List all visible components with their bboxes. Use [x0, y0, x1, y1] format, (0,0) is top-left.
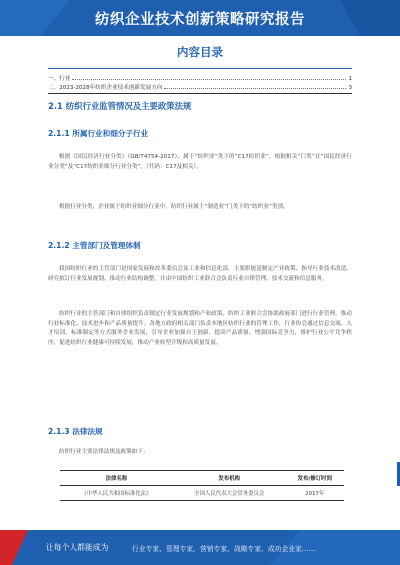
table-cell: 2017年 [286, 486, 344, 501]
table-header-row [60, 471, 344, 486]
toc-entry[interactable] [48, 83, 352, 91]
table-header-cell: 法律名称 [60, 471, 173, 486]
footer-banner [0, 530, 400, 565]
paragraph: 纺织行业的主管部门和自律组织负责制定行业发展规划和产业政策，纺织工业联合会协助政府部门进行行业管理，推动行业标准化、技术进步和产品质量提升；各地方政府相关部门负责本地区纺织行业的管理工作，行业协会通过信息交流、人才培训、标准制定等方式服务企业发展，引导企业加强自主创新、提高产品质量、增强国际竞争力，维护行业公平竞争秩序，促进纺织行业健康可持续发展，推动产业转型升级和高质量发展。 [48, 311, 352, 346]
report-header [0, 0, 400, 36]
toc-entry-page: 1 [348, 76, 352, 82]
toc-leader-dots [72, 76, 346, 80]
toc-entry-label: 一、行业 [48, 76, 71, 82]
law-table [60, 470, 344, 501]
toc-entry-label: 二、2023-2028年纺织企业技术创新发展方向 [48, 85, 163, 91]
footer-slogan: 让每个人都能成为 [46, 543, 109, 552]
toc-bottom-rule [48, 93, 352, 94]
report-title: 纺织企业技术创新策略研究报告 [95, 11, 305, 28]
table-cell: 全国人民代表大会常务委员会 [173, 486, 286, 501]
toc-entry[interactable] [48, 74, 352, 82]
table-header-cell: 发布机构 [173, 471, 286, 486]
toc-top-rule [48, 68, 352, 69]
footer-red-corner [0, 530, 28, 565]
paragraph: 根据《国民经济行业分类》（GB/T4754-2017），属于“纺织业”类下的“C17纺织业”，根据相关“门类”在“国民经济行业分类”及“C17纺织业细分行业分类”，（代码：C17及相关）。 [48, 154, 352, 170]
toc-leader-dots [164, 85, 346, 89]
toc-heading: 内容目录 [177, 45, 223, 59]
paragraph: 纺织行业主要法律法规及政策如下： [59, 449, 149, 455]
toc-entry-page: 3 [348, 85, 352, 91]
table-header-cell: 发布/修订时间 [286, 471, 344, 486]
section-heading-2-1-1: 2.1.1 所属行业和细分子行业 [48, 129, 149, 138]
paragraph: 我国纺织行业的主管部门是国家发展和改革委员会及工业和信息化部，主要职能是制定产业政策、指导行业技术改造、研究拟订行业发展规划、推动行业结构调整，并由中国纺织工业联合会负责行业自律管理、技术交流和信息服务。 [48, 266, 352, 282]
table-row [60, 486, 344, 501]
footer-fields: 行业专家、管理专家、营销专家、战略专家、成功企业家…… [132, 545, 316, 553]
section-heading-2-1-3: 2.1.3 法律法规 [48, 427, 103, 436]
paragraph: 根据行业分类，企业属于纺织业细分行业中，纺织行业属于“制造业”门类下的“纺织业”类别。 [59, 204, 289, 210]
section-heading-2-1-2: 2.1.2 主管部门及管理体制 [48, 241, 141, 250]
section-heading-2-1: 2.1 纺织行业监管情况及主要政策法规 [48, 101, 192, 111]
table-cell: 《中华人民共和国标准化法》 [60, 486, 173, 501]
